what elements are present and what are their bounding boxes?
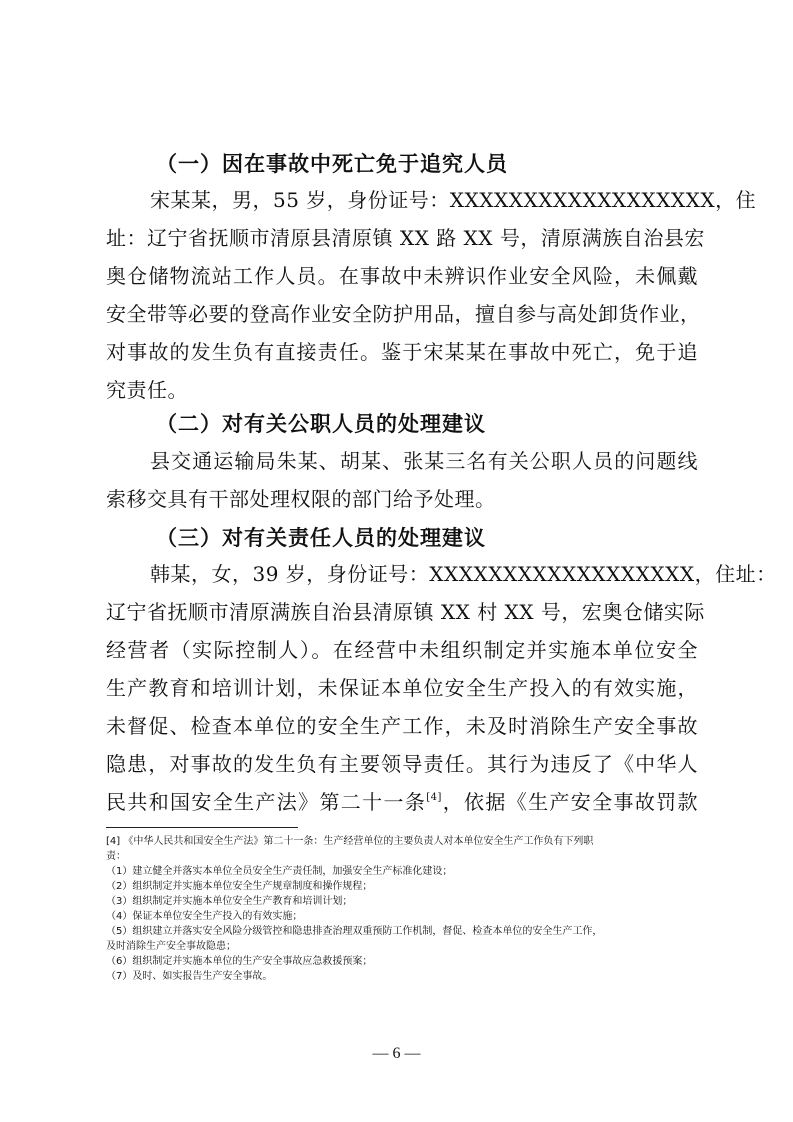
footnote-reference[interactable]: [4] — [426, 792, 442, 803]
paragraph-line: 县交通运输局朱某、胡某、张某三名有关公职人员的问题线 — [150, 449, 698, 473]
paragraph-line: 辽宁省抚顺市清原满族自治县清原镇 XX 村 XX 号，宏奥仓储实际 — [106, 600, 705, 624]
paragraph-line: 未督促、检查本单位的安全生产工作，未及时消除生产安全事故 — [106, 714, 698, 738]
paragraph-line-with-footnote — [106, 783, 698, 821]
paragraph-line: 经营者（实际控制人）。在经营中未组织制定并实施本单位安全 — [106, 638, 698, 662]
section2-heading: （二）对有关公职人员的处理建议 — [156, 411, 486, 436]
line-text: ，依据《生产安全事故罚款 — [441, 790, 699, 814]
paragraph-line: 生产教育和培训计划，未保证本单位安全生产投入的有效实施， — [106, 676, 698, 700]
footnote-divider — [106, 827, 298, 828]
section3-heading: （三）对有关责任人员的处理建议 — [156, 525, 486, 550]
footnote — [106, 834, 698, 984]
footnote-line: （2）组织制定并实施本单位安全生产规章制度和操作规程； — [106, 881, 373, 892]
line-text: 民共和国安全生产法》第二十一条 — [106, 790, 427, 814]
footnote-line: （6）组织制定并实施本单位的生产安全事故应急救援预案； — [106, 956, 373, 967]
footnote-line: [4] 《中华人民共和国安全生产法》第二十一条：生产经营单位的主要负责人对本单位安全生产工作负有下列职 — [106, 836, 594, 847]
paragraph-line: 对事故的发生负有直接责任。鉴于宋某某在事故中死亡，免于追 — [106, 340, 698, 364]
footnote-line: 责： — [106, 851, 126, 862]
paragraph-line: 隐患，对事故的发生负有主要领导责任。其行为违反了《中华人 — [106, 752, 698, 776]
footnote-line: （1）建立健全并落实本单位全员安全生产责任制，加强安全生产标准化建设； — [106, 866, 453, 877]
paragraph-line: 究责任。 — [106, 378, 188, 402]
footnote-line: 及时消除生产安全事故隐患； — [106, 941, 236, 952]
footnote-line: （4）保证本单位安全生产投入的有效实施； — [106, 911, 303, 922]
footnote-line: （3）组织制定并实施本单位安全生产教育和培训计划； — [106, 896, 353, 907]
section3-paragraph — [106, 555, 777, 821]
section1-paragraph — [106, 181, 757, 409]
paragraph-line: 索移交具有干部处理权限的部门给予处理。 — [106, 487, 496, 511]
section1-heading: （一）因在事故中死亡免于追究人员 — [156, 151, 508, 176]
paragraph-line: 安全带等必要的登高作业安全防护用品，擅自参与高处卸货作业， — [106, 302, 701, 326]
footnote-line: （7）及时、如实报告生产安全事故。 — [106, 971, 273, 982]
section2-paragraph — [106, 442, 698, 518]
paragraph-line: 奥仓储物流站工作人员。在事故中未辨识作业安全风险，未佩戴 — [106, 264, 698, 288]
paragraph-line: 址：辽宁省抚顺市清原县清原镇 XX 路 XX 号，清原满族自治县宏 — [106, 226, 705, 250]
page-number: — 6 — — [372, 1045, 421, 1062]
paragraph-line: 韩某，女，39 岁，身份证号：XXXXXXXXXXXXXXXXXX，住址： — [150, 562, 777, 586]
paragraph-line: 宋某某，男，55 岁，身份证号：XXXXXXXXXXXXXXXXXX，住 — [150, 188, 757, 212]
footnote-line: （5）组织建立并落实安全风险分级管控和隐患排查治理双重预防工作机制，督促、检查本单位的安全生产工作， — [106, 926, 603, 937]
